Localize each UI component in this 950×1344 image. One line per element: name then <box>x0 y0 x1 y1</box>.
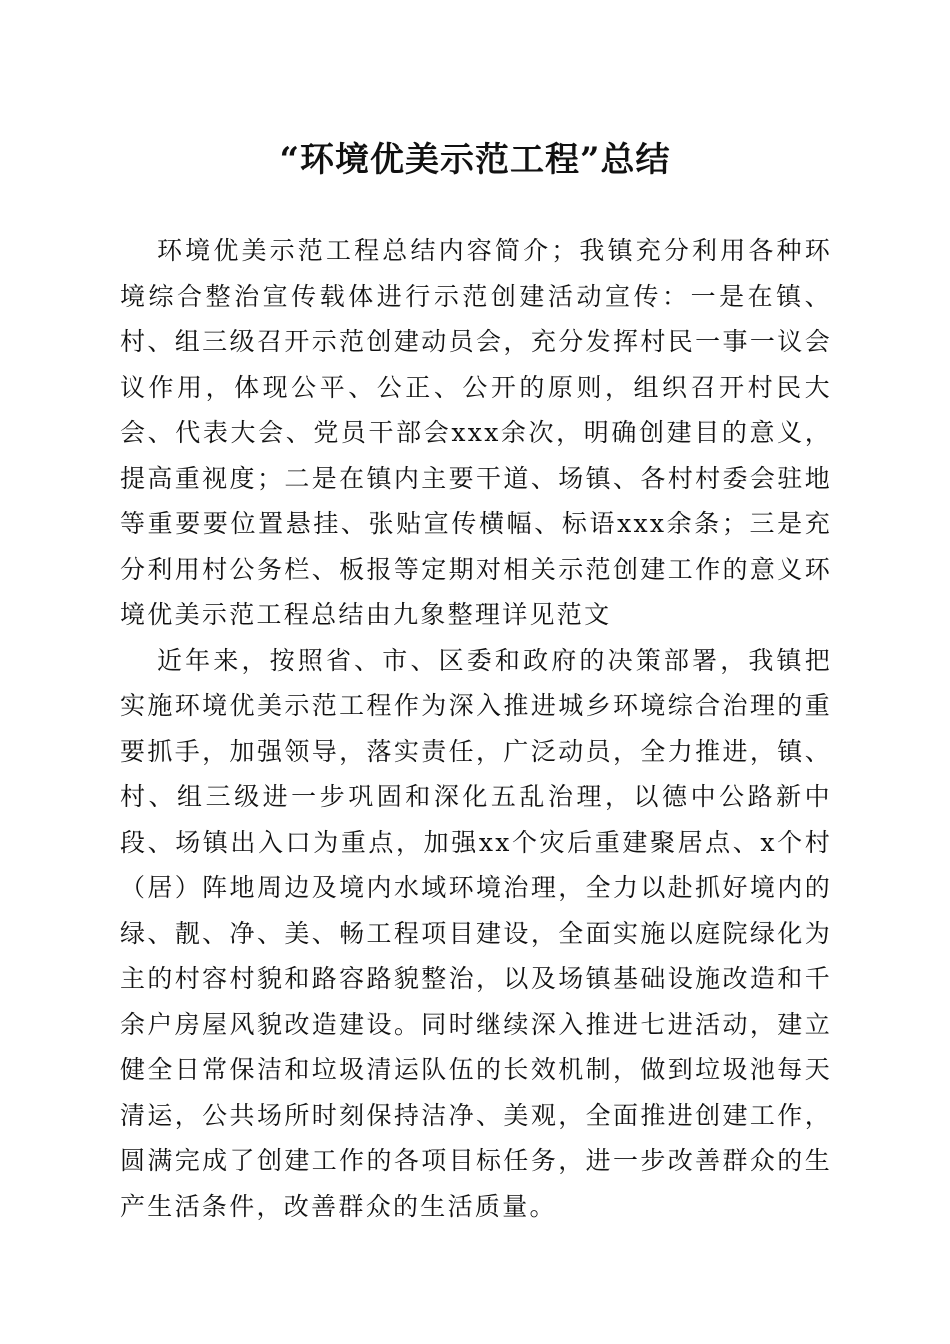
document-body <box>120 228 832 1229</box>
document-title: “环境优美示范工程”总结 <box>279 140 671 180</box>
paragraph-main: 近年来，按照省、市、区委和政府的决策部署，我镇把实施环境优美示范工程作为深入推进城乡环境综合治理的重要抓手，加强领导，落实责任，广泛动员，全力推进，镇、村、组三级进一步巩固和深化五乱治理，以德中公路新中段、场镇出入口为重点，加强xx个灾后重建聚居点、x个村（居）阵地周边及境内水域环境治理，全力以赴抓好境内的绿、靓、净、美、畅工程项目建设，全面实施以庭院绿化为主的村容村貌和路容路貌整治，以及场镇基础设施改造和千余户房屋风貌改造建设。同时继续深入推进七进活动，建立健全日常保洁和垃圾清运队伍的长效机制，做到垃圾池每天清运，公共场所时刻保持洁净、美观，全面推进创建工作，圆满完成了创建工作的各项目标任务，进一步改善群众的生产生活条件，改善群众的生活质量。 <box>120 645 832 1221</box>
paragraph-summary: 环境优美示范工程总结内容简介；我镇充分利用各种环境综合整治宣传载体进行示范创建活动宣传：一是在镇、村、组三级召开示范创建动员会，充分发挥村民一事一议会议作用，体现公平、公正、公开的原则，组织召开村民大会、代表大会、党员干部会xxx余次，明确创建目的意义，提高重视度；二是在镇内主要干道、场镇、各村村委会驻地等重要要位置悬挂、张贴宣传横幅、标语xxx余条；三是充分利用村公务栏、板报等定期对相关示范创建工作的意义环境优美示范工程总结由九象整理详见范文 <box>120 236 832 629</box>
